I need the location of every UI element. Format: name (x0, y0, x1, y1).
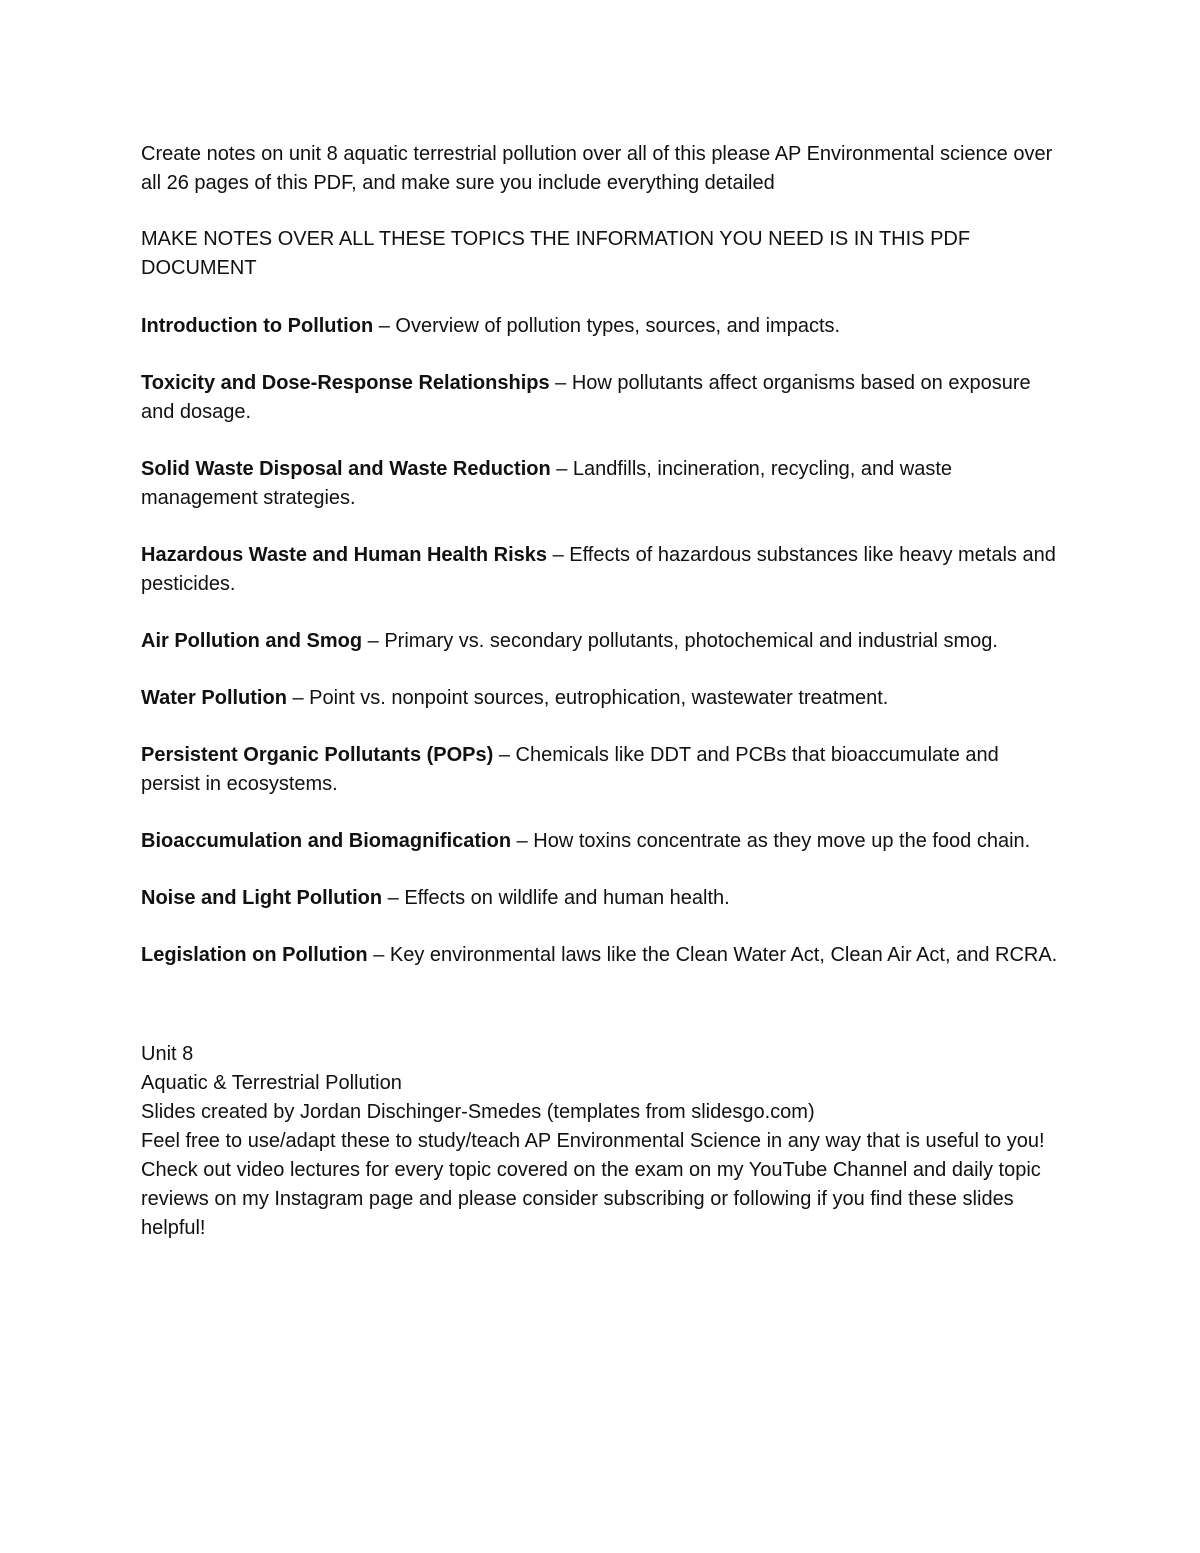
topic-list (141, 312, 1061, 970)
topic-title: Legislation on Pollution (141, 944, 368, 966)
topic-title: Hazardous Waste and Human Health Risks (141, 544, 548, 566)
topic-description: – Overview of pollution types, sources, and impacts. (373, 315, 841, 337)
instruction-paragraph: MAKE NOTES OVER ALL THESE TOPICS THE INFORMATION YOU NEED IS IN THIS PDF DOCUMENT (141, 228, 971, 279)
credits-author: Slides created by Jordan Dischinger-Smedes (templates from slidesgo.com) (141, 1101, 815, 1123)
topic-item (141, 369, 1061, 427)
credits-block (141, 1040, 1061, 1243)
topic-description: – Point vs. nonpoint sources, eutrophication, wastewater treatment. (286, 687, 889, 709)
topic-item (141, 541, 1061, 599)
topic-description: – Primary vs. secondary pollutants, photochemical and industrial smog. (362, 630, 998, 652)
topic-title: Persistent Organic Pollutants (POPs) (141, 744, 494, 766)
topic-description: – Effects on wildlife and human health. (382, 887, 730, 909)
topic-item (141, 741, 1061, 799)
topic-description: – How toxins concentrate as they move up the food chain. (511, 830, 1031, 852)
topic-item (141, 312, 1061, 341)
intro-paragraph: Create notes on unit 8 aquatic terrestrial pollution over all of this please AP Environmental science over all 26 pages of this PDF, and make sure you include everything detailed (141, 143, 1053, 194)
topic-title: Toxicity and Dose-Response Relationships (141, 372, 550, 394)
credits-youtube: Check out video lectures for every topic covered on the exam on my YouTube Channel and daily topic (141, 1159, 1041, 1181)
credits-unit-title: Aquatic & Terrestrial Pollution (141, 1072, 402, 1094)
topic-title: Introduction to Pollution (141, 315, 374, 337)
topic-description: – Landfills, incineration, recycling, and waste management strategies. (141, 458, 953, 509)
topic-item (141, 827, 1061, 856)
credits-instagram: reviews on my Instagram page and please consider subscribing or following if you find these slides helpful! (141, 1188, 1014, 1239)
credits-unit: Unit 8 (141, 1043, 194, 1065)
topic-description: – How pollutants affect organisms based on exposure and dosage. (141, 372, 1031, 423)
topic-title: Air Pollution and Smog (141, 630, 363, 652)
document-page (141, 140, 1061, 1243)
topic-item (141, 884, 1061, 913)
topic-item (141, 684, 1061, 713)
topic-description: – Key environmental laws like the Clean Water Act, Clean Air Act, and RCRA. (367, 944, 1058, 966)
topic-title: Water Pollution (141, 687, 287, 709)
credits-usage: Feel free to use/adapt these to study/teach AP Environmental Science in any way that is useful to you! (141, 1130, 1045, 1152)
topic-title: Bioaccumulation and Biomagnification (141, 830, 512, 852)
topic-description: – Effects of hazardous substances like heavy metals and pesticides. (141, 544, 1056, 595)
topic-title: Noise and Light Pollution (141, 887, 383, 909)
topic-item (141, 627, 1061, 656)
topic-description: – Chemicals like DDT and PCBs that bioaccumulate and persist in ecosystems. (141, 744, 999, 795)
topic-title: Solid Waste Disposal and Waste Reduction (141, 458, 551, 480)
topic-item (141, 941, 1061, 970)
topic-item (141, 455, 1061, 513)
